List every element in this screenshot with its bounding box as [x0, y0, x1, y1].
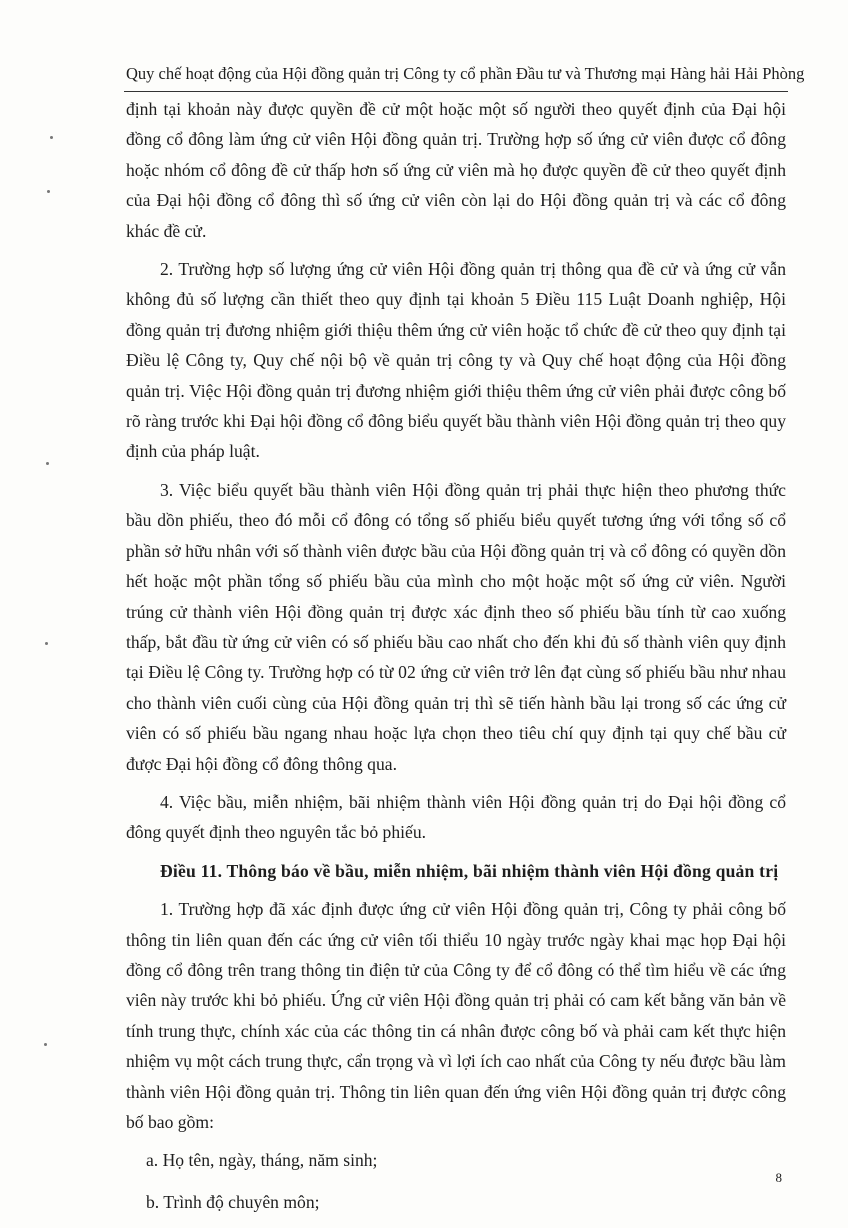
paragraph-article-11-clause-1: 1. Trường hợp đã xác định được ứng cử viên Hội đồng quản trị, Công ty phải công bố thông tin liên quan đến các ứng cử viên tối thiểu 10 ngày trước ngày khai mạc họp Đại hội đồng cổ đông trên trang thông tin điện tử của Công ty để cổ đông có thể tìm hiểu về các ứng viên này trước khi bỏ phiếu. Ứng cử viên Hội đồng quản trị phải có cam kết bằng văn bản về tính trung thực, chính xác của các thông tin cá nhân được công bố và phải cam kết thực hiện nhiệm vụ một cách trung thực, cẩn trọng và vì lợi ích cao nhất của Công ty nếu được bầu làm thành viên Hội đồng quản trị. Thông tin liên quan đến ứng viên Hội đồng quản trị được công bố bao gồm:	[126, 899, 786, 1132]
page-number: 8	[775, 1170, 782, 1185]
paragraph-clause-2: 2. Trường hợp số lượng ứng cử viên Hội đồng quản trị thông qua đề cử và ứng cử vẫn không đủ số lượng cần thiết theo quy định tại khoản 5 Điều 115 Luật Doanh nghiệp, Hội đồng quản trị đương nhiệm giới thiệu thêm ứng cử viên hoặc tổ chức đề cử theo quy định tại Điều lệ Công ty, Quy chế nội bộ về quản trị công ty và Quy chế hoạt động của Hội đồng quản trị. Việc Hội đồng quản trị đương nhiệm giới thiệu thêm ứng cử viên phải được công bố rõ ràng trước khi Đại hội đồng cổ đông biểu quyết bầu thành viên Hội đồng quản trị theo quy định của pháp luật.	[126, 259, 786, 462]
document-body	[126, 94, 786, 1228]
scan-speck	[44, 1043, 47, 1046]
list-item-a: a. Họ tên, ngày, tháng, năm sinh;	[146, 1150, 378, 1171]
scan-speck	[47, 190, 50, 193]
paragraph-continuation: định tại khoản này được quyền đề cử một hoặc một số người theo quyết định của Đại hội đồng cổ đông làm ứng cử viên Hội đồng quản trị. Trường hợp số ứng cử viên được cổ đông hoặc nhóm cổ đông đề cử thấp hơn số ứng cử viên mà họ được quyền đề cử theo quyết định của Đại hội đồng cổ đông thì số ứng cử viên còn lại do Hội đồng quản trị và các cổ đông khác đề cử.	[126, 99, 786, 241]
scan-speck	[50, 136, 53, 139]
scan-speck	[45, 642, 48, 645]
paragraph-clause-4: 4. Việc bầu, miễn nhiệm, bãi nhiệm thành viên Hội đồng quản trị do Đại hội đồng cổ đông quyết định theo nguyên tắc bỏ phiếu.	[126, 791, 786, 843]
article-heading: Điều 11. Thông báo về bầu, miễn nhiệm, bãi nhiệm thành viên Hội đồng quản trị	[160, 860, 779, 881]
scan-speck	[46, 462, 49, 465]
list-item-b: b. Trình độ chuyên môn;	[146, 1191, 320, 1212]
paragraph-clause-3: 3. Việc biểu quyết bầu thành viên Hội đồng quản trị phải thực hiện theo phương thức bầu dồn phiếu, theo đó mỗi cổ đông có tổng số phiếu biểu quyết tương ứng với tổng số cổ phần sở hữu nhân với số thành viên được bầu của Hội đồng quản trị và cổ đông có quyền dồn hết hoặc một phần tổng số phiếu bầu của mình cho một hoặc một số ứng cử viên. Người trúng cử thành viên Hội đồng quản trị được xác định theo số phiếu bầu tính từ cao xuống thấp, bắt đầu từ ứng cử viên có số phiếu bầu cao nhất cho đến khi đủ số thành viên quy định tại Điều lệ Công ty. Trường hợp có từ 02 ứng cử viên trở lên đạt cùng số phiếu bầu như nhau cho thành viên cuối cùng của Hội đồng quản trị thì sẽ tiến hành bầu lại trong số các ứng cử viên có số phiếu bầu ngang nhau hoặc lựa chọn theo tiêu chí quy định tại quy chế bầu cử được Đại hội đồng cổ đông thông qua.	[126, 479, 786, 774]
header-rule	[124, 91, 788, 92]
running-header: Quy chế hoạt động của Hội đồng quản trị Công ty cổ phần Đầu tư và Thương mại Hàng hải Hải Phòng	[126, 64, 805, 83]
